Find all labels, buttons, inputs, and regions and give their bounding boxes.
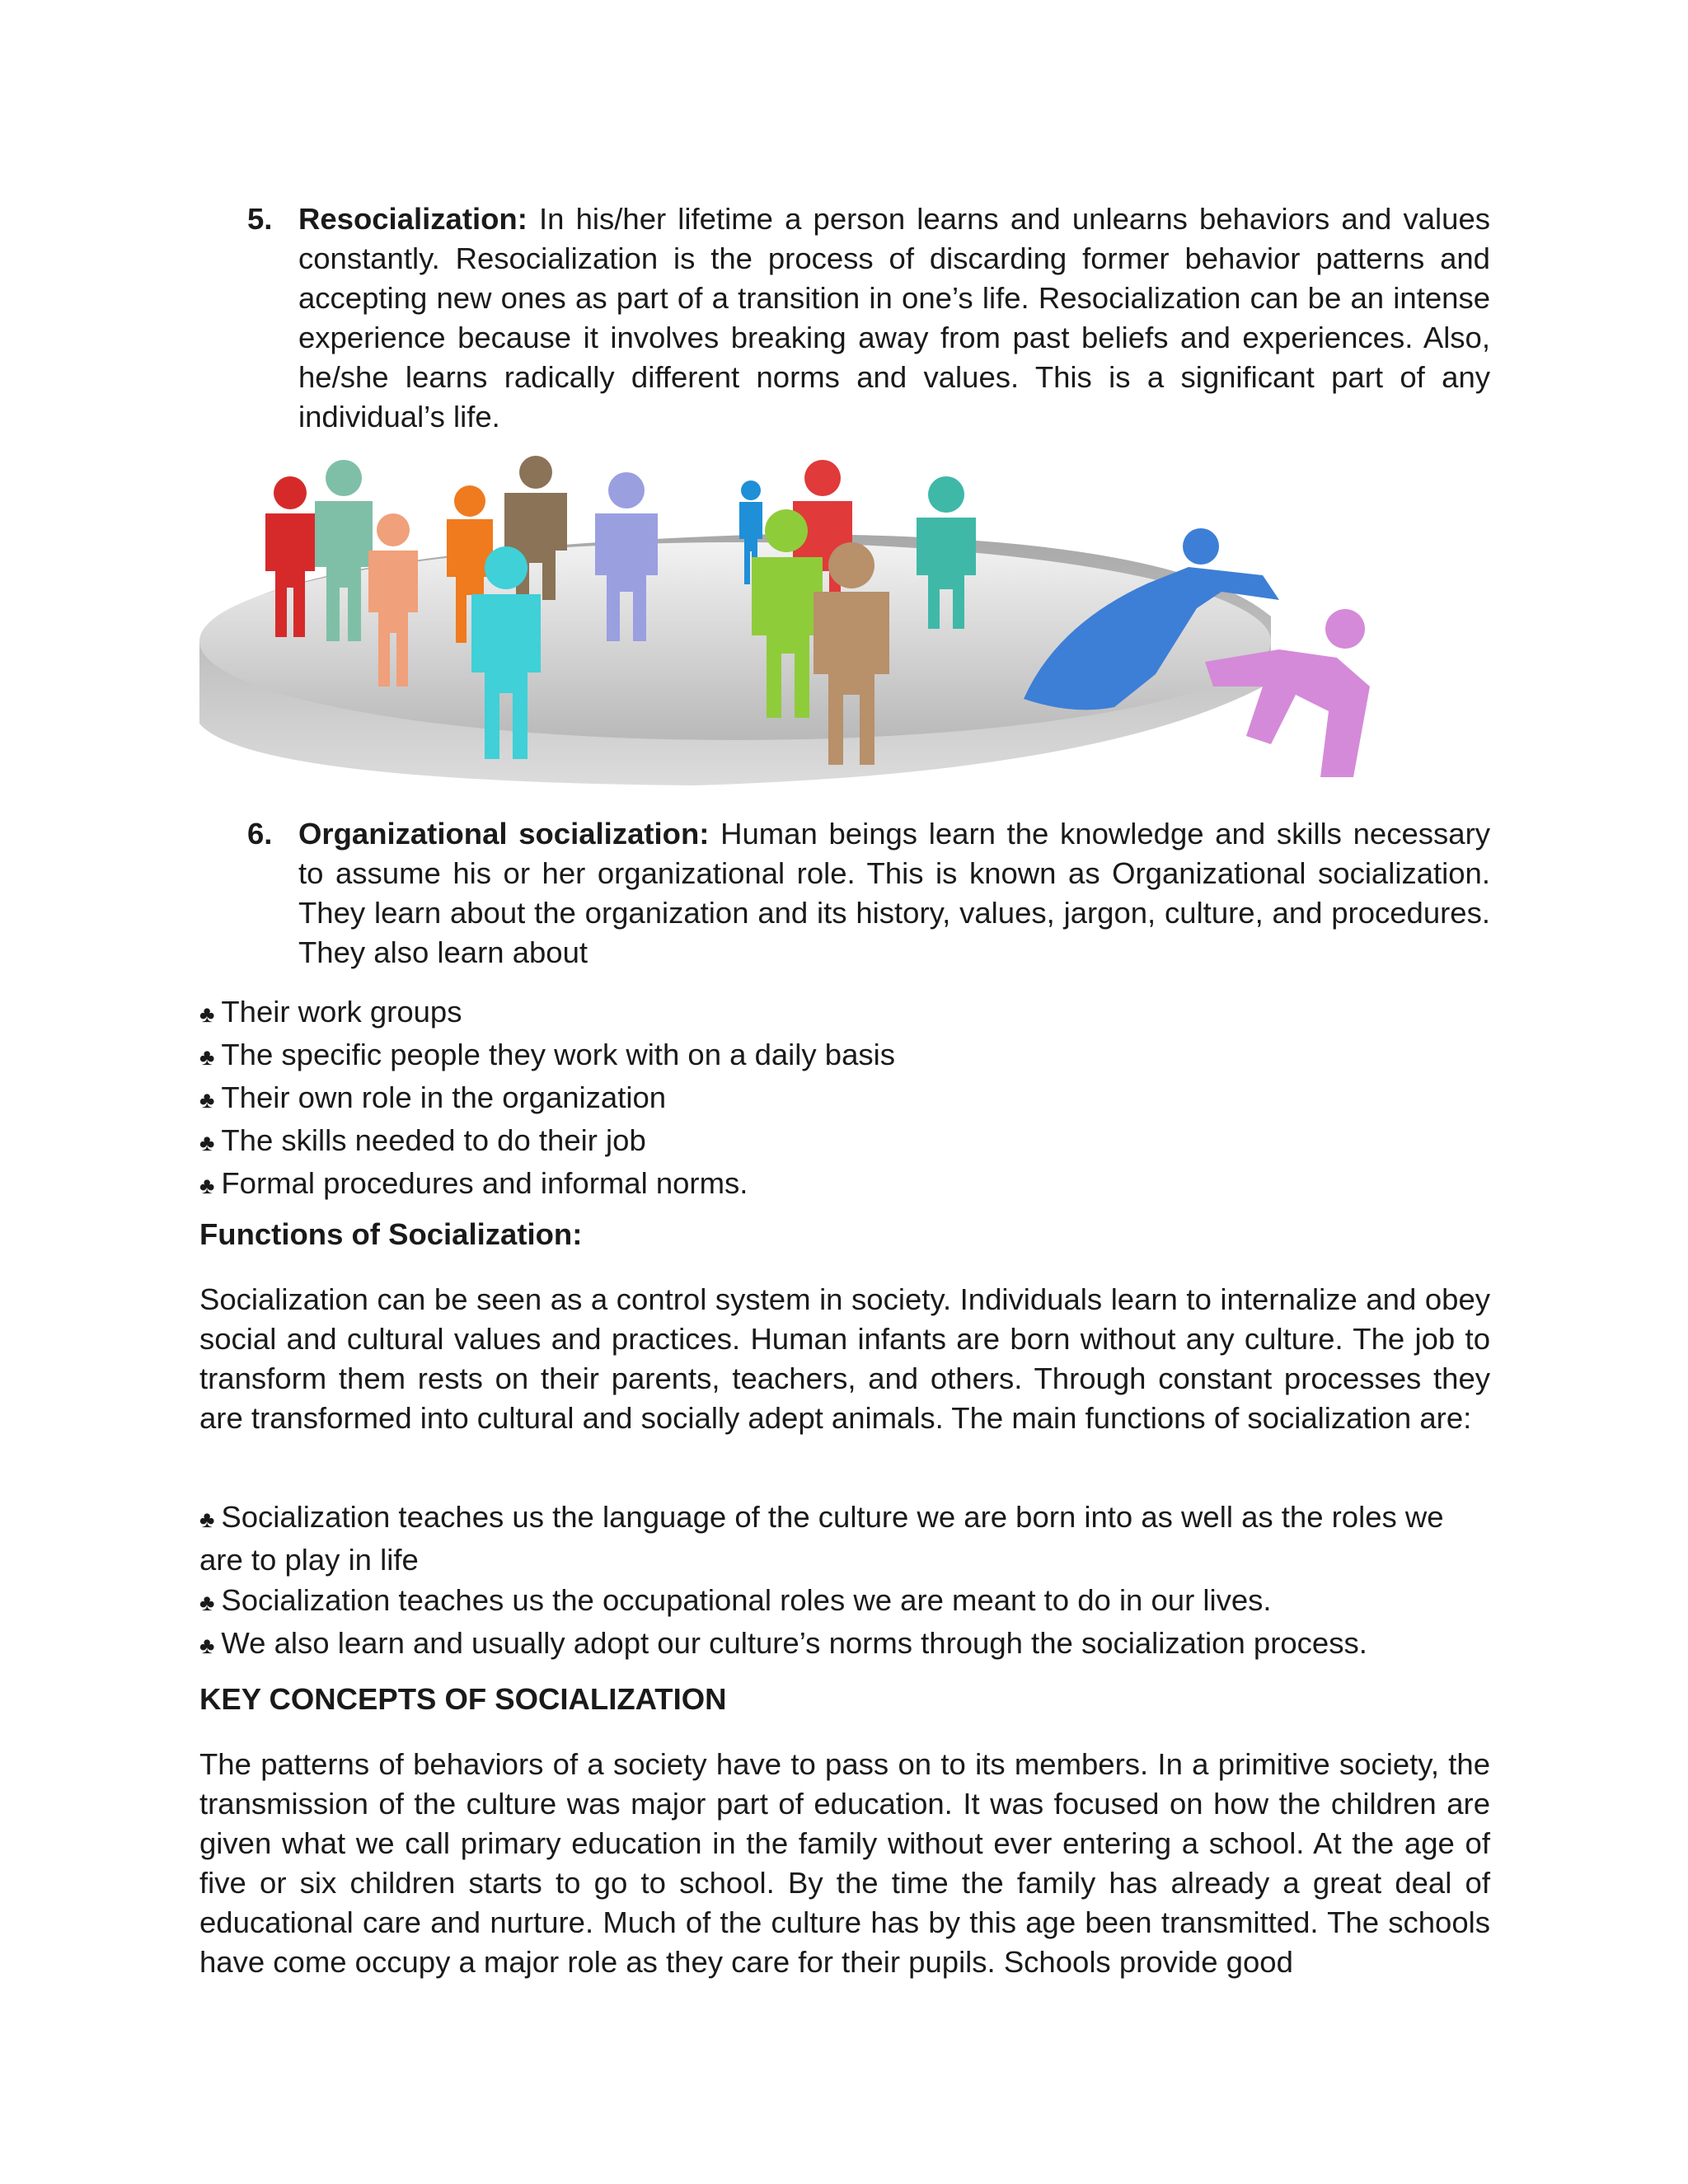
club-bullet-icon: ♣ [199,1507,215,1532]
list-item: ♣ Their own role in the organization [199,1077,895,1120]
list-item: ♣ The skills needed to do their job [199,1120,895,1163]
learn-about-list [199,991,895,1206]
item-6-paragraph [298,814,1490,972]
list-item: ♣ Socialization teaches us the language of the culture we are born into as well as the roles we are to play in life [199,1500,1444,1577]
functions-paragraph: Socialization can be seen as a control system in society. Individuals learn to internalize and obey social and cultural values and practices. Human infants are born without any culture. The job to transform them rests on their parents, teachers, and others. Through constant processes they are transformed into cultural and socially adept animals. The main functions of socialization are: [199,1282,1490,1435]
functions-heading: Functions of Socialization: [199,1217,583,1251]
item-6-text: Human beings learn the knowledge and skills necessary to assume his or her organizational role. This is known as Organizational socialization. They learn about the organization and its history, values, jargon, culture, and procedures. They also learn about [298,817,1490,969]
club-bullet-icon: ♣ [199,1001,215,1027]
list-item: ♣ Their work groups [199,991,895,1034]
key-concepts-heading: KEY CONCEPTS OF SOCIALIZATION [199,1682,727,1716]
functions-list [199,1497,1490,1666]
club-bullet-icon: ♣ [199,1087,215,1113]
key-concepts-paragraph: The patterns of behaviors of a society have to pass on to its members. In a primitive society, the transmission of the culture was major part of education. It was focused on how the children are given what we call primary education in the family without ever entering a school. At the age of five or six children starts to go to school. By the time the family has already a great deal of educational care and nurture. Much of the culture has by this age been transmitted. The schools have come occupy a major role as they care for their pupils. Schools provide good [199,1747,1490,1979]
club-bullet-icon: ♣ [199,1044,215,1070]
resocialization-illustration [199,452,1401,791]
club-bullet-icon: ♣ [199,1130,215,1155]
item-6-term: Organizational socialization: [298,817,710,851]
item-5-number: 5. [247,202,273,236]
list-item: ♣ Formal procedures and informal norms. [199,1163,895,1206]
club-bullet-icon: ♣ [199,1590,215,1615]
club-bullet-icon: ♣ [199,1633,215,1658]
list-item: ♣ The specific people they work with on a daily basis [199,1034,895,1077]
item-5-term: Resocialization: [298,202,528,236]
club-bullet-icon: ♣ [199,1173,215,1198]
item-6-number: 6. [247,817,273,851]
list-item: ♣ We also learn and usually adopt our culture’s norms through the socialization process. [199,1623,1490,1666]
item-5-text: In his/her lifetime a person learns and unlearns behaviors and values constantly. Resocialization is the process of discarding former behavior patterns and accepting new ones as part of a transition in one’s life. Resocialization can be an intense experience because it involves breaking away from past beliefs and experiences. Also, he/she learns radically different norms and values. This is a significant part of any individual’s life. [298,202,1490,434]
item-5-paragraph [298,199,1490,437]
list-item: ♣ Socialization teaches us the occupational roles we are meant to do in our lives. [199,1580,1490,1623]
